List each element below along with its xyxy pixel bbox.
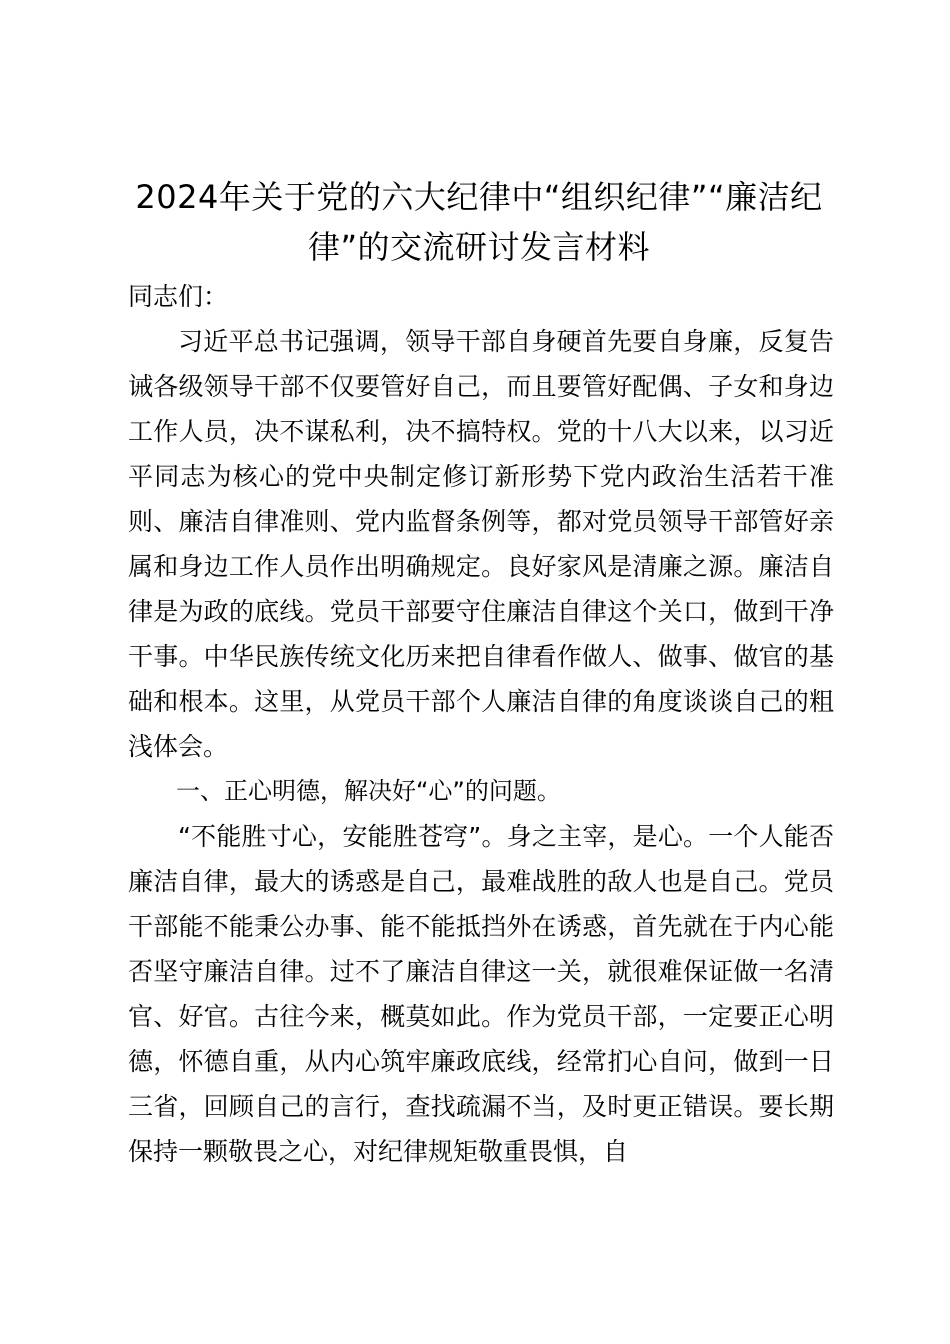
salutation: 同志们： [128, 282, 229, 311]
section-heading: 一、正心明德，解决好“心”的问题。 [176, 777, 561, 805]
document-body [128, 274, 834, 1174]
section-paragraph: “不能胜寸心，安能胜苍穹”。身之主宰，是心。一个人能否廉洁自律，最大的诱惑是自己，最难战胜的敌人也是自己。党员干部能不能秉公办事、能不能抵挡外在诱惑，首先就在于内心能否坚守廉洁自律。过不了廉洁自律这一关，就很难保证做一名清官、好官。古往今来，概莫如此。作为党员干部，一定要正心明德，怀德自重，从内心筑牢廉政底线，经常扪心自问，做到一日三省，回顾自己的言行，查找疏漏不当，及时更正错误。要长期保持一颗敬畏之心，对纪律规矩敬重畏惧，自 [128, 822, 834, 1166]
intro-paragraph: 习近平总书记强调，领导干部自身硬首先要自身廉，反复告诫各级领导干部不仅要管好自己，而且要管好配偶、子女和身边工作人员，决不谋私利，决不搞特权。党的十八大以来，以习近平同志为核心的党中央制定修订新形势下党内政治生活若干准则、廉洁自律准则、党内监督条例等，都对党员领导干部管好亲属和身边工作人员作出明确规定。良好家风是清廉之源。廉洁自律是为政的底线。党员干部要守住廉洁自律这个关口，做到干净干事。中华民族传统文化历来把自律看作做人、做事、做官的基础和根本。这里，从党员干部个人廉洁自律的角度谈谈自己的粗浅体会。 [128, 327, 834, 761]
document-title: 2024年关于党的六大纪律中“组织纪律”“廉洁纪律”的交流研讨发言材料 [135, 178, 823, 266]
